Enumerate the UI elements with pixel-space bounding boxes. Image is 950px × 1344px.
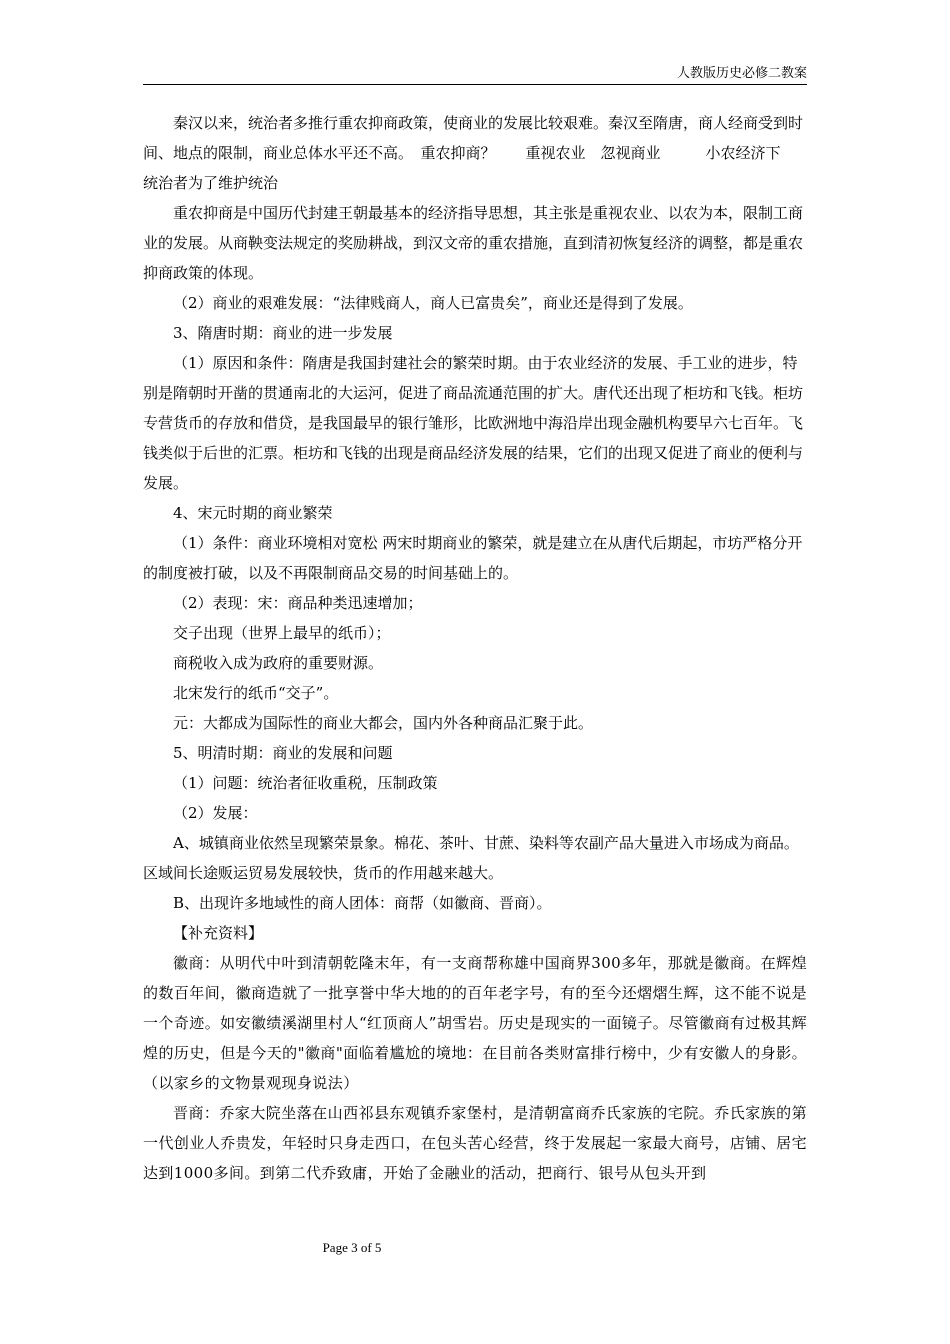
paragraph: A、城镇商业依然呈现繁荣景象。棉花、茶叶、甘蔗、染料等农副产品大量进入市场成为商品。区域间长途贩运贸易发展较快，货币的作用越来越大。 — [143, 834, 799, 882]
paragraph: 重农抑商是中国历代封建王朝最基本的经济指导思想，其主张是重视农业、以农为本，限制工商业的发展。从商鞅变法规定的奖励耕战，到汉文帝的重农措施，直到清初恢复经济的调整，都是重农抑商政策的体现。 — [143, 204, 804, 282]
paragraph: 交子出现（世界上最早的纸币）； — [173, 624, 391, 642]
page-header: 人教版历史必修二教案 — [676, 66, 807, 81]
paragraph: 商税收入成为政府的重要财源。 — [173, 654, 384, 672]
paragraph: 元：大都成为国际性的商业大都会，国内外各种商品汇聚于此。 — [173, 714, 594, 732]
paragraph: 徽商：从明代中叶到清朝乾隆末年，有一支商帮称雄中国商界300多年，那就是徽商。在辉煌的数百年间，徽商造就了一批享誉中华大地的的百年老字号，有的至今还熠熠生辉，这不能不说是一个奇迹。如安徽绩溪湖里村人“红顶商人”胡雪岩。历史是现实的一面镜子。尽管徽商有过极其辉煌的历史，但是今天的"徽商"面临着尴尬的境地：在目前各类财富排行榜中，少有安徽人的身影。（以家乡的文物景观现身说法） — [143, 954, 807, 1092]
paragraph: 4、宋元时期的商业繁荣 — [173, 504, 333, 522]
paragraph: 5、明清时期：商业的发展和问题 — [173, 744, 393, 762]
paragraph: （1）原因和条件：隋唐是我国封建社会的繁荣时期。由于农业经济的发展、手工业的进步，特别是隋朝时开凿的贯通南北的大运河，促进了商品流通范围的扩大。唐代还出现了柜坊和飞钱。柜坊专营货币的存放和借贷，是我国最早的银行雏形，比欧洲地中海沿岸出现金融机构要早六七百年。飞钱类似于后世的汇票。柜坊和飞钱的出现是商品经济发展的结果，它们的出现又促进了商业的便利与发展。 — [143, 354, 804, 492]
page-footer: Page 3 of 5 — [322, 1240, 382, 1255]
paragraph: （1）问题：统治者征收重税，压制政策 — [173, 774, 438, 792]
paragraph: 3、隋唐时期：商业的进一步发展 — [173, 324, 393, 342]
paragraph: 北宋发行的纸币“交子”。 — [173, 684, 339, 702]
paragraph: （2）表现：宋：商品种类迅速增加； — [173, 594, 423, 612]
paragraph: 【补充资料】 — [173, 924, 264, 942]
paragraph: 晋商：乔家大院坐落在山西祁县东观镇乔家堡村，是清朝富商乔氏家族的宅院。乔氏家族的第一代创业人乔贵发，年轻时只身走西口，在包头苦心经营，终于发展起一家最大商号，店铺、居宅达到1000多间。到第二代乔致庸，开始了金融业的活动，把商行、银号从包头开到 — [143, 1104, 807, 1182]
paragraph: B、出现许多地域性的商人团体：商帮（如徽商、晋商）。 — [173, 894, 552, 912]
document-body — [143, 108, 811, 1188]
paragraph: 秦汉以来，统治者多推行重农抑商政策，使商业的发展比较艰难。秦汉至隋唐，商人经商受到时间、地点的限制，商业总体水平还不高。 重农抑商？ 重视农业 忽视商业 小农经济下 统治者为了维护统治 — [143, 114, 811, 192]
paragraph: （2）商业的艰难发展：“法律贱商人，商人已富贵矣”，商业还是得到了发展。 — [173, 294, 693, 312]
paragraph: （2）发展： — [173, 804, 258, 822]
header-divider — [143, 84, 807, 85]
paragraph: （1）条件：商业环境相对宽松 两宋时期商业的繁荣，就是建立在从唐代后期起，市坊严格分开的制度被打破，以及不再限制商品交易的时间基础上的。 — [143, 534, 803, 582]
